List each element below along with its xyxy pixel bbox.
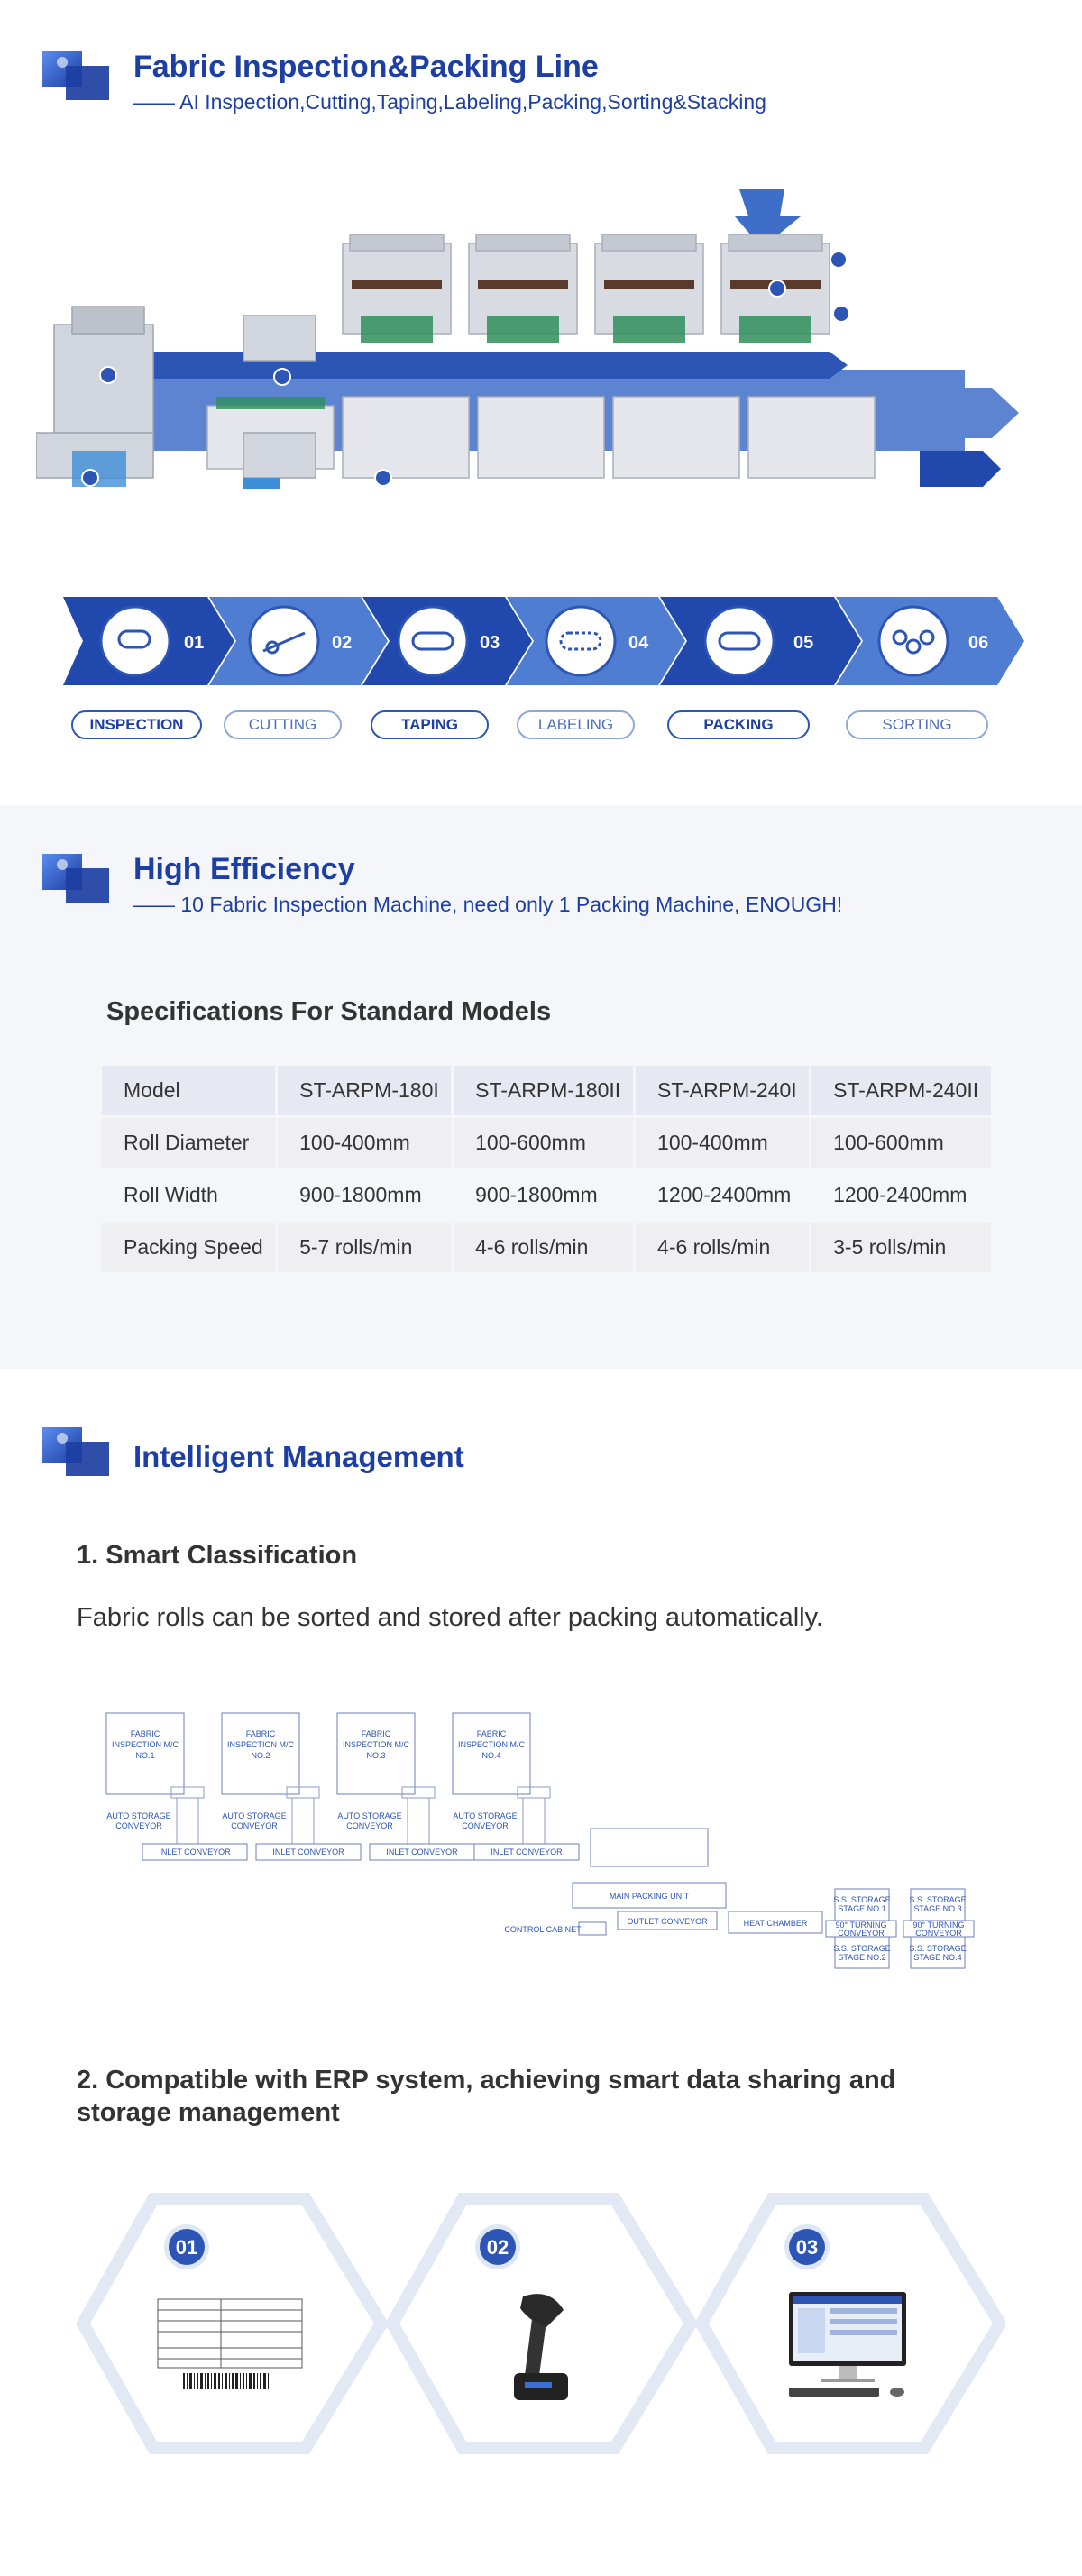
production-line-illustration	[36, 180, 1055, 523]
svg-text:MAIN PACKING UNIT: MAIN PACKING UNIT	[609, 1892, 690, 1901]
svg-text:CONVEYOR: CONVEYOR	[115, 1821, 162, 1830]
erp-items	[77, 2193, 1005, 2454]
table-cell: 900-1800mm	[278, 1170, 451, 1220]
step-label-sorting: SORTING	[846, 710, 988, 739]
computer-icon	[789, 2292, 906, 2397]
svg-text:OUTLET CONVEYOR: OUTLET CONVEYOR	[627, 1917, 708, 1926]
svg-text:NO.2: NO.2	[251, 1751, 270, 1760]
table-row	[102, 1118, 991, 1168]
svg-text:NO.1: NO.1	[135, 1751, 155, 1760]
step-label-cutting: CUTTING	[224, 710, 342, 739]
step-label-taping: TAPING	[371, 710, 489, 739]
table-cell: 900-1800mm	[454, 1170, 633, 1220]
svg-text:INSPECTION M/C: INSPECTION M/C	[342, 1740, 410, 1749]
svg-text:FABRIC: FABRIC	[245, 1729, 276, 1738]
table-cell: 4-6 rolls/min	[636, 1223, 809, 1272]
taping-icon	[399, 607, 467, 675]
section-logo-icon	[42, 1427, 109, 1476]
svg-text:CONTROL CABINET: CONTROL CABINET	[504, 1925, 582, 1934]
svg-text:CONVEYOR: CONVEYOR	[462, 1821, 509, 1830]
svg-text:NO.4: NO.4	[481, 1751, 501, 1760]
table-cell: ST-ARPM-240II	[812, 1066, 991, 1115]
spec-table	[99, 1063, 994, 1275]
svg-text:AUTO STORAGE: AUTO STORAGE	[222, 1811, 287, 1820]
brand-logo-icon	[42, 51, 109, 100]
table-cell: ST-ARPM-240I	[636, 1066, 809, 1115]
svg-text:FABRIC: FABRIC	[130, 1729, 160, 1738]
table-cell: 4-6 rolls/min	[454, 1223, 633, 1272]
page-subtitle: —— AI Inspection,Cutting,Taping,Labeling,Packing,Sorting&Stacking	[133, 90, 766, 114]
labeling-icon	[546, 607, 615, 675]
svg-text:STAGE NO.3: STAGE NO.3	[913, 1904, 962, 1913]
svg-text:HEAT CHAMBER: HEAT CHAMBER	[743, 1919, 808, 1928]
svg-text:S.S. STORAGE: S.S. STORAGE	[909, 1895, 967, 1904]
svg-text:AUTO STORAGE: AUTO STORAGE	[453, 1811, 518, 1820]
table-cell: 5-7 rolls/min	[278, 1223, 451, 1272]
table-cell: 3-5 rolls/min	[812, 1223, 991, 1272]
svg-text:CONVEYOR: CONVEYOR	[231, 1821, 278, 1830]
management-title: Intelligent Management	[133, 1440, 464, 1473]
smart-classification-title: 1. Smart Classification	[77, 1541, 358, 1570]
step-label-packing: PACKING	[667, 710, 810, 739]
svg-text:AUTO STORAGE: AUTO STORAGE	[106, 1811, 171, 1820]
svg-text:STAGE NO.1: STAGE NO.1	[838, 1904, 886, 1913]
svg-text:FABRIC: FABRIC	[476, 1729, 507, 1738]
erp-title-line2: storage management	[77, 2098, 340, 2127]
section-logo-icon	[42, 854, 109, 903]
smart-classification-text: Fabric rolls can be sorted and stored after packing automatically.	[77, 1603, 823, 1632]
step-number-2: 02	[332, 633, 353, 653]
step-number-3: 03	[480, 633, 500, 653]
table-cell: Packing Speed	[102, 1223, 275, 1272]
page-title: Fabric Inspection&Packing Line	[133, 50, 599, 84]
table-cell: ST-ARPM-180II	[454, 1066, 633, 1115]
table-cell: 100-400mm	[278, 1118, 451, 1168]
barcode-icon	[183, 2373, 269, 2389]
efficiency-title: High Efficiency	[133, 852, 355, 886]
svg-text:INLET CONVEYOR: INLET CONVEYOR	[159, 1847, 231, 1856]
svg-text:90° TURNING: 90° TURNING	[835, 1921, 887, 1930]
svg-text:STAGE NO.4: STAGE NO.4	[913, 1953, 962, 1962]
table-header-row	[102, 1066, 991, 1115]
svg-text:INLET CONVEYOR: INLET CONVEYOR	[386, 1847, 458, 1856]
svg-text:AUTO STORAGE: AUTO STORAGE	[337, 1811, 402, 1820]
table-cell: 1200-2400mm	[636, 1170, 809, 1220]
svg-text:CONVEYOR: CONVEYOR	[838, 1929, 885, 1938]
step-number-6: 06	[968, 633, 989, 653]
packing-icon	[705, 607, 774, 675]
svg-text:CONVEYOR: CONVEYOR	[915, 1929, 962, 1938]
table-cell: ST-ARPM-180I	[278, 1066, 451, 1115]
svg-text:STAGE NO.2: STAGE NO.2	[838, 1953, 886, 1962]
svg-text:CONVEYOR: CONVEYOR	[346, 1821, 393, 1830]
erp-title	[77, 2064, 895, 2129]
erp-number-1: 01	[175, 2236, 198, 2259]
step-number-5: 05	[793, 633, 814, 653]
spec-title: Specifications For Standard Models	[106, 997, 552, 1026]
svg-text:INSPECTION M/C: INSPECTION M/C	[226, 1740, 295, 1749]
table-row	[102, 1170, 991, 1220]
table-row	[102, 1223, 991, 1272]
table-cell: Roll Diameter	[102, 1118, 275, 1168]
step-label-labeling: LABELING	[517, 710, 635, 739]
step-number-4: 04	[628, 633, 649, 653]
exit-flow-arrow	[920, 451, 1001, 487]
erp-title-line1: 2. Compatible with ERP system, achieving smart data sharing and	[77, 2066, 896, 2095]
barcode-scanner-icon	[514, 2294, 568, 2400]
step-number-1: 01	[184, 633, 205, 653]
erp-number-2: 02	[486, 2236, 509, 2259]
inspection-icon	[101, 607, 170, 675]
table-cell: 100-600mm	[812, 1118, 991, 1168]
svg-text:INSPECTION M/C: INSPECTION M/C	[457, 1740, 526, 1749]
svg-text:S.S. STORAGE: S.S. STORAGE	[909, 1944, 967, 1953]
svg-text:90° TURNING: 90° TURNING	[912, 1921, 965, 1930]
svg-text:INSPECTION M/C: INSPECTION M/C	[111, 1740, 179, 1749]
table-cell: Roll Width	[102, 1170, 275, 1220]
label-sheet-icon	[158, 2299, 302, 2368]
svg-text:S.S. STORAGE: S.S. STORAGE	[833, 1895, 891, 1904]
svg-text:FABRIC: FABRIC	[361, 1729, 391, 1738]
table-cell: 100-600mm	[454, 1118, 633, 1168]
efficiency-subtitle: —— 10 Fabric Inspection Machine, need only 1 Packing Machine, ENOUGH!	[133, 893, 843, 916]
svg-text:INLET CONVEYOR: INLET CONVEYOR	[272, 1847, 344, 1856]
erp-number-3: 03	[795, 2236, 819, 2259]
svg-text:S.S. STORAGE: S.S. STORAGE	[833, 1944, 891, 1953]
layout-diagram	[99, 1704, 983, 1975]
table-cell: 100-400mm	[636, 1118, 809, 1168]
table-cell: 1200-2400mm	[812, 1170, 991, 1220]
svg-text:INLET CONVEYOR: INLET CONVEYOR	[491, 1847, 563, 1856]
process-flow	[63, 597, 1024, 685]
step-label-inspection: INSPECTION	[71, 710, 202, 739]
svg-text:NO.3: NO.3	[366, 1751, 386, 1760]
table-cell: Model	[102, 1066, 275, 1115]
